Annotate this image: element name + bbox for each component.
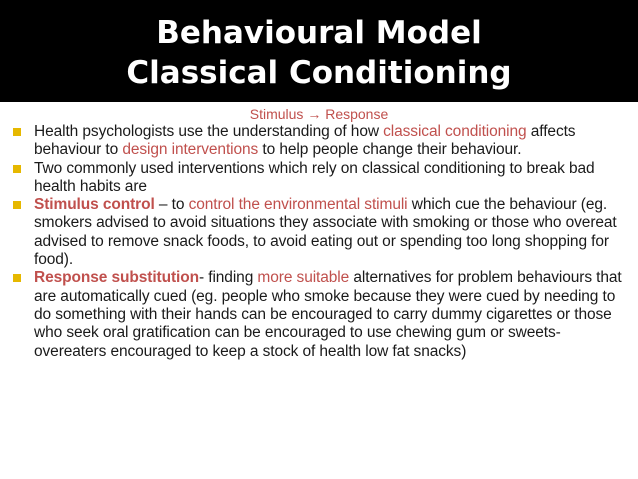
bullet-text: alternatives for problem behaviours that are automatically cued (eg. people who smoke because they were cued by needing to do something with their hands can be encouraged to carry dummy cigarettes or those who seek oral gratification can be encouraged to use chewing gum or sweets- overeaters encouraged to keep a stock of health low fat snacks)	[34, 269, 622, 360]
subtitle-stimulus: Stimulus	[249, 106, 304, 122]
bullet-item-stimulus-control	[10, 196, 632, 269]
highlight-classical-conditioning: classical conditioning	[383, 123, 527, 140]
bullet-text: Two commonly used interventions which rely on classical conditioning to break bad health habits are	[34, 159, 595, 195]
term-stimulus-control: Stimulus control	[34, 196, 155, 214]
bullet-item-health-psychologists	[10, 123, 632, 160]
bullet-text: Health psychologists use the understanding of how	[34, 123, 384, 140]
square-bullet-icon	[12, 127, 22, 137]
term-response-substitution: Response substitution	[34, 269, 199, 287]
bullet-list	[10, 123, 632, 361]
highlight-control-environmental-stimuli: control the environmental stimuli	[188, 196, 408, 214]
slide-title	[0, 13, 638, 93]
square-bullet-icon	[12, 164, 22, 174]
square-bullet-icon	[12, 273, 22, 283]
bullet-text: - finding	[198, 269, 258, 287]
arrow-icon: →	[307, 106, 322, 122]
subtitle-response: Response	[325, 106, 389, 122]
square-bullet-icon	[12, 200, 22, 210]
bullet-text: affects behaviour to	[34, 123, 576, 159]
bullet-text: to help people change their behaviour.	[258, 141, 522, 159]
slide-subtitle	[0, 105, 638, 123]
highlight-more-suitable: more suitable	[257, 269, 350, 287]
highlight-design-interventions: design interventions	[122, 141, 259, 159]
bullet-text: – to	[154, 196, 189, 214]
bullet-text: which cue the behaviour (eg. smokers advised to avoid situations they associate with smoking or those who overeat advised to remove snack foods, to avoid eating out or spending too long shopping for food).	[34, 196, 617, 269]
title-line-2: Classical Conditioning	[126, 55, 512, 91]
bullet-item-two-interventions	[10, 160, 632, 197]
title-line-1: Behavioural Model	[156, 15, 482, 51]
bullet-item-response-substitution	[10, 269, 632, 360]
